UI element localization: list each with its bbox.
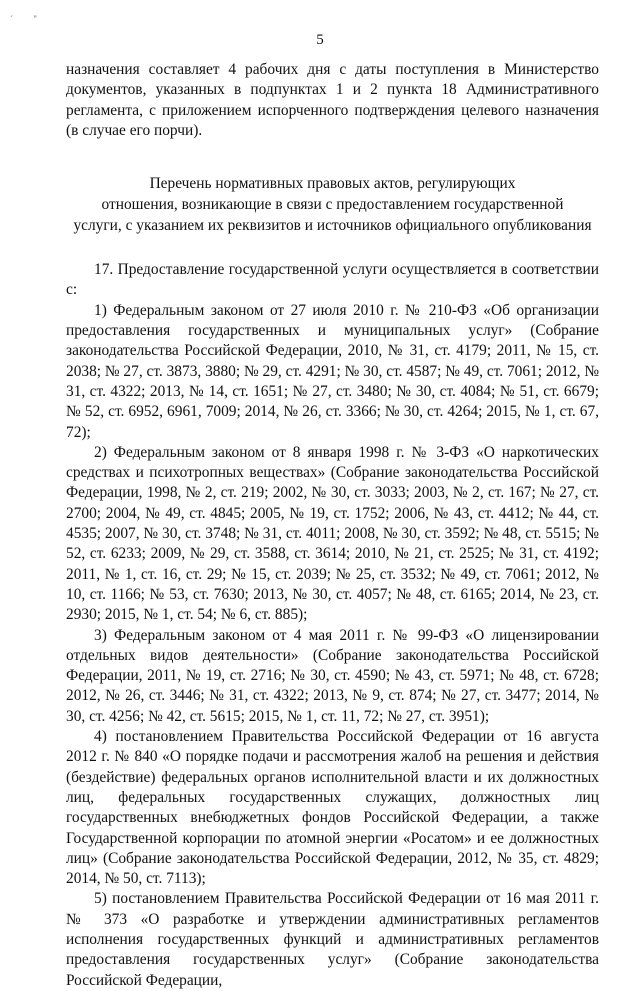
list-item-2: 2) Федеральным законом от 8 января 1998 г. № 3-ФЗ «О наркотических средствах и психотропных веществах» (Собрание законодательства Российской Федерации, 1998, № 2, ст. 219; 2002, № 30, ст. 3033; 2003, № 2, ст. 167; № 27, ст. 2700; 2004, № 49, ст. 4845; 2005, № 19, ст. 1752; 2006, № 43, ст. 4412; № 44, ст. 4535; 2007, № 30, ст. 3748; № 31, ст. 4011; 2008, № 30, ст. 3592; № 48, ст. 5515; № 52, ст. 6233; 2009, № 29, ст. 3588, ст. 3614; 2010, № 21, ст. 2525; № 31, ст. 4192; 2011, № 1, ст. 16, ст. 29; № 15, ст. 2039; № 25, ст. 3532; № 49, ст. 7061; 2012, № 10, ст. 1166; № 53, ст. 7630; 2013, № 30, ст. 4057; № 48, ст. 6165; 2014, № 23, ст. 2930; 2015, № 1, ст. 54; № 6, ст. 885); (66, 443, 599, 624)
document-body (66, 60, 599, 991)
list-item-3: 3) Федеральным законом от 4 мая 2011 г. № 99-ФЗ «О лицензировании отдельных видов деятельности» (Собрание законодательства Российской Федерации, 2011, № 19, ст. 2716; № 30, ст. 4590; № 43, ст. 5971; № 48, ст. 6728; 2012, № 26, ст. 3446; № 31, ст. 4322; 2013, № 9, ст. 874; № 27, ст. 3477; 2014, № 30, ст. 4256; № 42, ст. 5615; 2015, № 1, ст. 11, 72; № 27, ст. 3951); (66, 626, 599, 725)
section-title-line: услуги, с указанием их реквизитов и источников официального опубликования (73, 217, 592, 235)
section-title-line: отношения, возникающие в связи с предоставлением государственной (101, 196, 564, 214)
list-item-4: 4) постановлением Правительства Российской Федерации от 16 августа 2012 г. № 840 «О порядке подачи и рассмотрения жалоб на решения и действия (бездействие) федеральных органов исполнительной власти и их должностных лиц, федеральных государственных служащих, должностных лиц государственных внебюджетных фондов Российской Федерации, а также Государственной корпорации по атомной энергии «Росатом» и ее должностных лиц» (Собрание законодательства Российской Федерации, 2012, № 35, ст. 4829; 2014, № 50, ст. 7113); (66, 728, 599, 888)
section-title-line: Перечень нормативных правовых актов, регулирующих (149, 175, 516, 193)
clause-17-paragraph: 17. Предоставление государственной услуги осуществляется в соответствии с: (66, 261, 599, 299)
section-title (66, 173, 599, 236)
corner-mark: " (33, 14, 37, 24)
corner-mark: ´ (10, 14, 13, 24)
corner-scan-marks (10, 14, 55, 24)
list-item-5: 5) постановлением Правительства Российской Федерации от 16 мая 2011 г. № 373 «О разработке и утверждении административных регламентов исполнения государственных функций и административных регламентов предоставления государственных услуг» (Собрание законодательства Российской Федерации, (66, 890, 599, 989)
page-number: 5 (316, 32, 324, 48)
list-item-1: 1) Федеральным законом от 27 июля 2010 г. № 210-ФЗ «Об организации предоставления государственных и муниципальных услуг» (Собрание законодательства Российской Федерации, 2010, № 31, ст. 4179; 2011, № 15, ст. 2038; № 27, ст. 3873, 3880; № 29, ст. 4291; № 30, ст. 4587; № 49, ст. 7061; 2012, № 31, ст. 4322; 2013, № 14, ст. 1651; № 27, ст. 3480; № 30, ст. 4084; № 51, ст. 6679; № 52, ст. 6952, 6961, 7009; 2014, № 26, ст. 3366; № 30, ст. 4264; 2015, № 1, ст. 67, 72); (66, 301, 600, 441)
intro-paragraph: назначения составляет 4 рабочих дня с даты поступления в Министерство документов, указанных в подпунктах 1 и 2 пункта 18 Административного регламента, с приложением испорченного подтверждения целевого назначения (в случае его порчи). (66, 61, 599, 139)
